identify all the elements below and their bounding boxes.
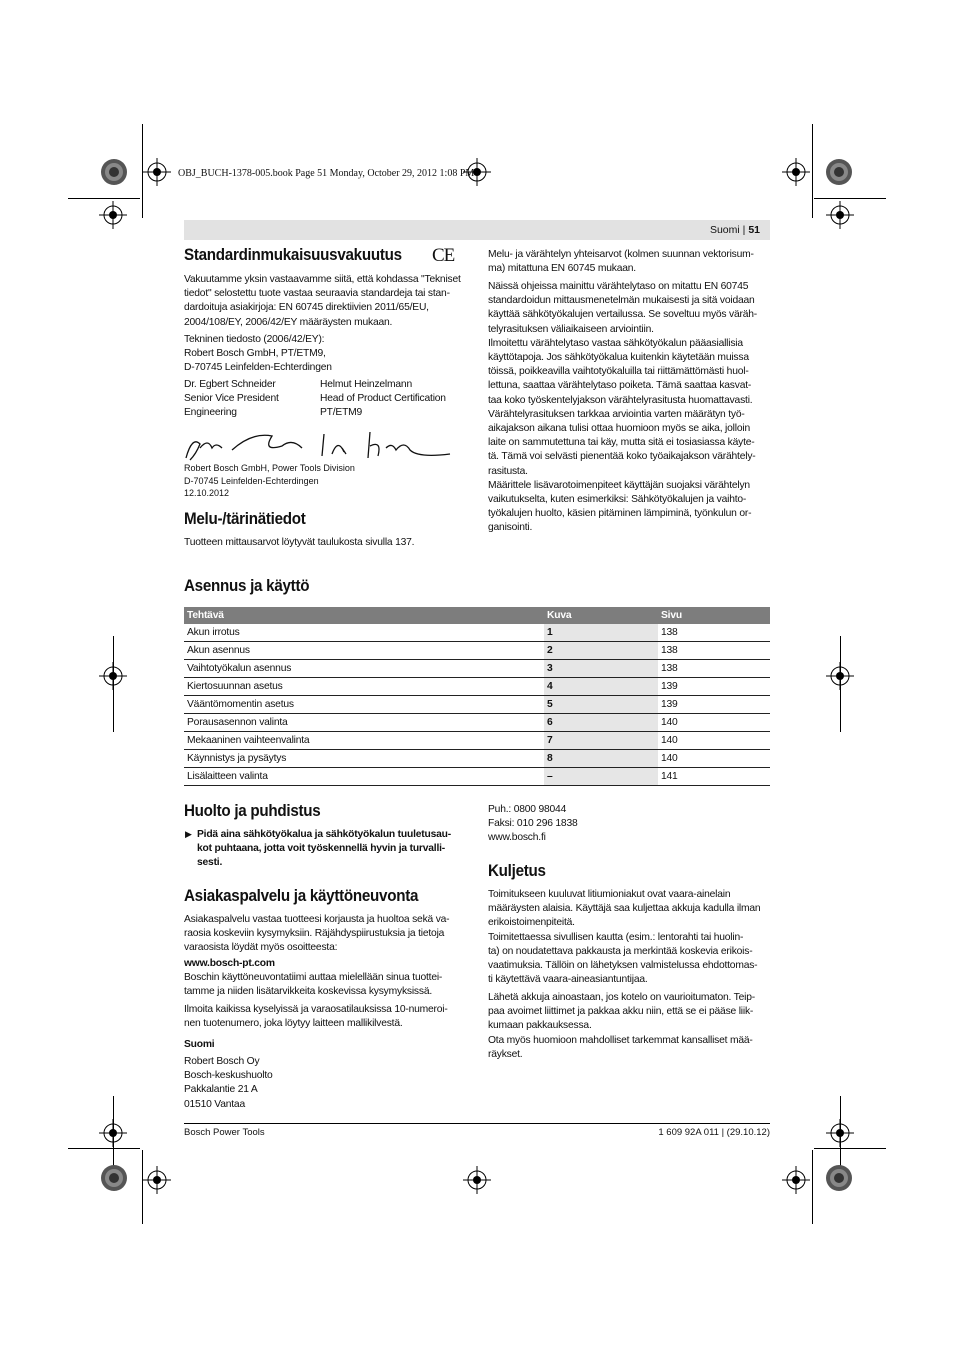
figure-cell: 3 xyxy=(544,660,658,678)
service-text-1: Asiakaspalvelu vastaa tuotteesi korjausta ja huoltoa sekä va- raosia koskeviin kysymyksiin. Räjähdyspiirustuksia ja tietoja varaosista löydät myös osoitteesta: xyxy=(184,914,450,954)
section-title-service: Asiakaspalvelu ja käyttöneuvonta xyxy=(184,887,419,905)
page-cell: 140 xyxy=(658,714,770,732)
task-cell: Porausasennon valinta xyxy=(184,714,544,732)
service-address: Robert Bosch Oy Bosch-keskushuolto Pakkalantie 21 A 01510 Vantaa xyxy=(184,1056,273,1110)
signer-2: Helmut Heinzelmann Head of Product Certification PT/ETM9 xyxy=(320,379,446,419)
conformity-text: Vakuutamme yksin vastaavamme siitä, että kohdassa "Tekniset tiedot" selostettu tuote vastaa seuraavia standardeja tai stan- dardoituja asiakirjoja: EN 60745 direktiivien 2011/65/EU, 2004/108/EY, 2006/42/EY määräysten mukaan. xyxy=(184,274,461,328)
table-row xyxy=(184,624,770,642)
table-header-row xyxy=(184,607,770,624)
page-cell: 138 xyxy=(658,624,770,642)
service-text-2: Boschin käyttöneuvontatiimi auttaa mielellään sinua tuottei- tamme ja niiden lisätarvikkeita koskevissa kysymyksissä. xyxy=(184,972,443,998)
table-row xyxy=(184,768,770,786)
page-cell: 141 xyxy=(658,768,770,786)
footer-rule xyxy=(184,1123,770,1124)
column-header-page: Sivu xyxy=(658,607,770,624)
table-row xyxy=(184,732,770,750)
page-cell: 140 xyxy=(658,732,770,750)
task-cell: Vaihtotyökalun asennus xyxy=(184,660,544,678)
figure-cell: 2 xyxy=(544,642,658,660)
task-cell: Akun asennus xyxy=(184,642,544,660)
table-row xyxy=(184,678,770,696)
column-header-figure: Kuva xyxy=(544,607,658,624)
table-row xyxy=(184,714,770,732)
signatures-image xyxy=(182,428,452,464)
figure-cell: 6 xyxy=(544,714,658,732)
section-title-standard: Standardinmukaisuusvakuutus xyxy=(184,246,402,264)
section-title-noise: Melu-/tärinätiedot xyxy=(184,510,306,528)
page-cell: 138 xyxy=(658,642,770,660)
figure-cell: 8 xyxy=(544,750,658,768)
transport-text-2: Lähetä akkuja ainoastaan, jos kotelo on vaurioitumaton. Teip- paa avoimet liittimet ja pakkaa akku niin, että se ei pääse liik- kumaan pakkauksessa. Ota myös huomioon mahdolliset tarkemmat kansalliset mää- räykset. xyxy=(488,992,755,1060)
task-cell: Vääntömomentin asetus xyxy=(184,696,544,714)
task-cell: Lisälaitteen valinta xyxy=(184,768,544,786)
signer-1: Dr. Egbert Schneider Senior Vice President Engineering xyxy=(184,379,279,419)
task-cell: Akun irrotus xyxy=(184,624,544,642)
page-number: 51 xyxy=(748,224,760,236)
task-cell: Kiertosuunnan asetus xyxy=(184,678,544,696)
header-language: Suomi xyxy=(709,224,740,236)
task-cell: Mekaaninen vaihteenvalinta xyxy=(184,732,544,750)
assembly-table xyxy=(184,607,770,786)
section-title-assembly: Asennus ja käyttö xyxy=(184,577,310,595)
service-url[interactable]: www.bosch-pt.com xyxy=(184,958,275,969)
column-header-task: Tehtävä xyxy=(184,607,544,624)
transport-text-1: Toimitukseen kuuluvat litiumioniakut ovat vaara-ainelain määräysten alaisia. Käyttäjä saa kuljettaa akkuja kadulla ilman erikoistoimenpiteitä. Toimitettaessa sivullisen kautta (esim.: lentorahti tai huolin- ta) on noudatettava pakkausta ja merkintää koskevia erikois- vaatimuksia. Tällöin on lähetyksen valmistelussa ehdottomas- ti käytettävä vaara-aineasiantuntijaa. xyxy=(488,889,761,986)
technical-file-text: Tekninen tiedosto (2006/42/EY): Robert Bosch GmbH, PT/ETM9, D-70745 Leinfelden-Echterdingen xyxy=(184,334,332,374)
page-cell: 138 xyxy=(658,660,770,678)
ce-mark-icon: CE xyxy=(432,245,455,266)
bullet-arrow-icon: ▶ xyxy=(185,829,192,839)
table-row xyxy=(184,750,770,768)
figure-cell: 5 xyxy=(544,696,658,714)
figure-cell: 4 xyxy=(544,678,658,696)
page-cell: 139 xyxy=(658,678,770,696)
figure-cell: 7 xyxy=(544,732,658,750)
task-cell: Käynnistys ja pysäytys xyxy=(184,750,544,768)
table-row xyxy=(184,642,770,660)
section-title-maintenance: Huolto ja puhdistus xyxy=(184,802,321,820)
contact-info: Puh.: 0800 98044 Faksi: 010 296 1838 www.bosch.fi xyxy=(488,804,578,844)
service-country: Suomi xyxy=(184,1039,215,1050)
vibration-intro-text: Melu- ja värähtelyn yhteisarvot (kolmen suunnan vektorisum- ma) mitattuna EN 60745 mukaan. xyxy=(488,249,754,275)
section-title-transport: Kuljetus xyxy=(488,862,546,880)
page-header xyxy=(184,220,770,240)
table-row xyxy=(184,660,770,678)
company-address: Robert Bosch GmbH, Power Tools Division D-70745 Leinfelden-Echterdingen 12.10.2012 xyxy=(184,463,355,498)
header-separator: | xyxy=(742,224,746,236)
footer-right: 1 609 92A 011 | (29.10.12) xyxy=(658,1127,770,1138)
figure-cell: 1 xyxy=(544,624,658,642)
figure-cell: – xyxy=(544,768,658,786)
noise-text: Tuotteen mittausarvot löytyvät taulukosta sivulla 137. xyxy=(184,537,415,548)
page-cell: 140 xyxy=(658,750,770,768)
page-cell: 139 xyxy=(658,696,770,714)
maintenance-bullet-text: Pidä aina sähkötyökalua ja sähkötyökalun tuuletusau- kot puhtaana, jotta voit työskennellä hyvin ja turvalli- sesti. xyxy=(197,829,451,869)
print-slug: OBJ_BUCH-1378-005.book Page 51 Monday, October 29, 2012 1:08 PM xyxy=(178,168,475,179)
service-text-3: Ilmoita kaikissa kyselyissä ja varaosatilauksissa 10-numeroi- nen tuotenumero, joka löytyy laitteen mallikilvestä. xyxy=(184,1004,448,1030)
vibration-details-text: Näissä ohjeissa mainittu värähtelytaso on mitattu EN 60745 standardoidun mittausmenetelmän mukaisesti ja sitä voidaan käyttää sähkötyökalujen vertailussa. Se soveltuu myös väräh- telyrasituksen väliaikaiseen arviointiin. Ilmoitettu värähtelytaso vastaa sähkötyökalun pääasiallisia käyttötapoja. Jos sähkötyökalua kuitenkin käytetään muissa töissä, poikkeavilla vaihtotyökaluilla tai riittämättömästi huol- lettuna, saattaa värähtelytaso poiketa. Tämä saattaa kasvat- taa koko työskentelyjakson värähtelyrasitusta huomattavasti. Värähtelyrasituksen tarkkaa arviointia varten määrätyn työ- aikajakson aikana tulisi ottaa huomioon myös se aika, jolloin laite on sammutettuna tai käy, mutta sitä ei tosiasiassa käyte- tä. Tämä voi selvästi pienentää koko työaikajakson värähtely- rasitusta. Määrittele lisävarotoimenpiteet käyttäjän suojaksi värähtelyn vaikutukselta, kuten esimerkiksi: Sähkötyökalujen ja vaihto- työkalujen huolto, käsien pitäminen lämpiminä, työnkulun or- ganisointi. xyxy=(488,281,758,534)
footer-left: Bosch Power Tools xyxy=(184,1127,265,1138)
table-row xyxy=(184,696,770,714)
